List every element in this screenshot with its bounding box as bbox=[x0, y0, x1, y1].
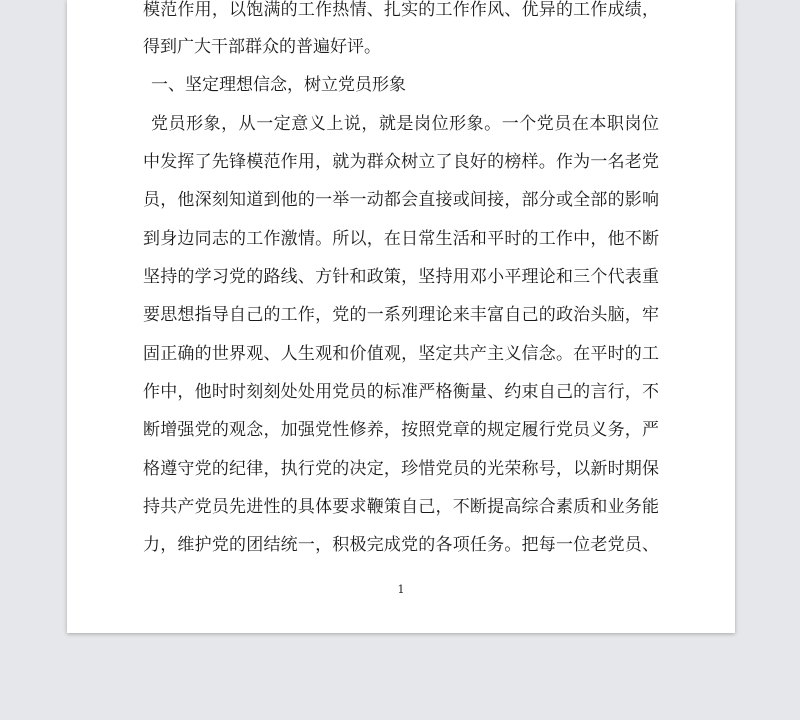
text-line: 断增强党的观念，加强党性修养，按照党章的规定履行党员义务，严 bbox=[143, 420, 659, 440]
text-line: 力，维护党的团结统一，积极完成党的各项任务。把每一位老党员、 bbox=[143, 535, 659, 555]
text-line: 模范作用，以饱满的工作热情、扎实的工作作风、优异的工作成绩， bbox=[143, 0, 659, 20]
text-line: 员，他深刻知道到他的一举一动都会直接或间接，部分或全部的影响 bbox=[143, 190, 659, 210]
text-line: 要思想指导自己的工作，党的一系列理论来丰富自己的政治头脑，牢 bbox=[143, 305, 659, 325]
page-number: 1 bbox=[397, 583, 405, 596]
text-line: 作中，他时时刻刻处处用党员的标准严格衡量、约束自己的言行，不 bbox=[143, 382, 659, 402]
document-page bbox=[67, 0, 735, 633]
section-heading: 一、坚定理想信念，树立党员形象 bbox=[151, 75, 406, 95]
text-line: 格遵守党的纪律，执行党的决定，珍惜党员的光荣称号，以新时期保 bbox=[143, 459, 659, 479]
text-line: 固正确的世界观、人生观和价值观，坚定共产主义信念。在平时的工 bbox=[143, 344, 659, 364]
text-line: 党员形象，从一定意义上说，就是岗位形象。一个党员在本职岗位 bbox=[151, 114, 659, 134]
text-line: 得到广大干部群众的普遍好评。 bbox=[143, 37, 381, 57]
text-line: 到身边同志的工作激情。所以，在日常生活和平时的工作中，他不断 bbox=[143, 229, 659, 249]
text-line: 持共产党员先进性的具体要求鞭策自己，不断提高综合素质和业务能 bbox=[143, 497, 659, 517]
text-line: 中发挥了先锋模范作用，就为群众树立了良好的榜样。作为一名老党 bbox=[143, 152, 659, 172]
text-line: 坚持的学习党的路线、方针和政策，坚持用邓小平理论和三个代表重 bbox=[143, 267, 659, 287]
